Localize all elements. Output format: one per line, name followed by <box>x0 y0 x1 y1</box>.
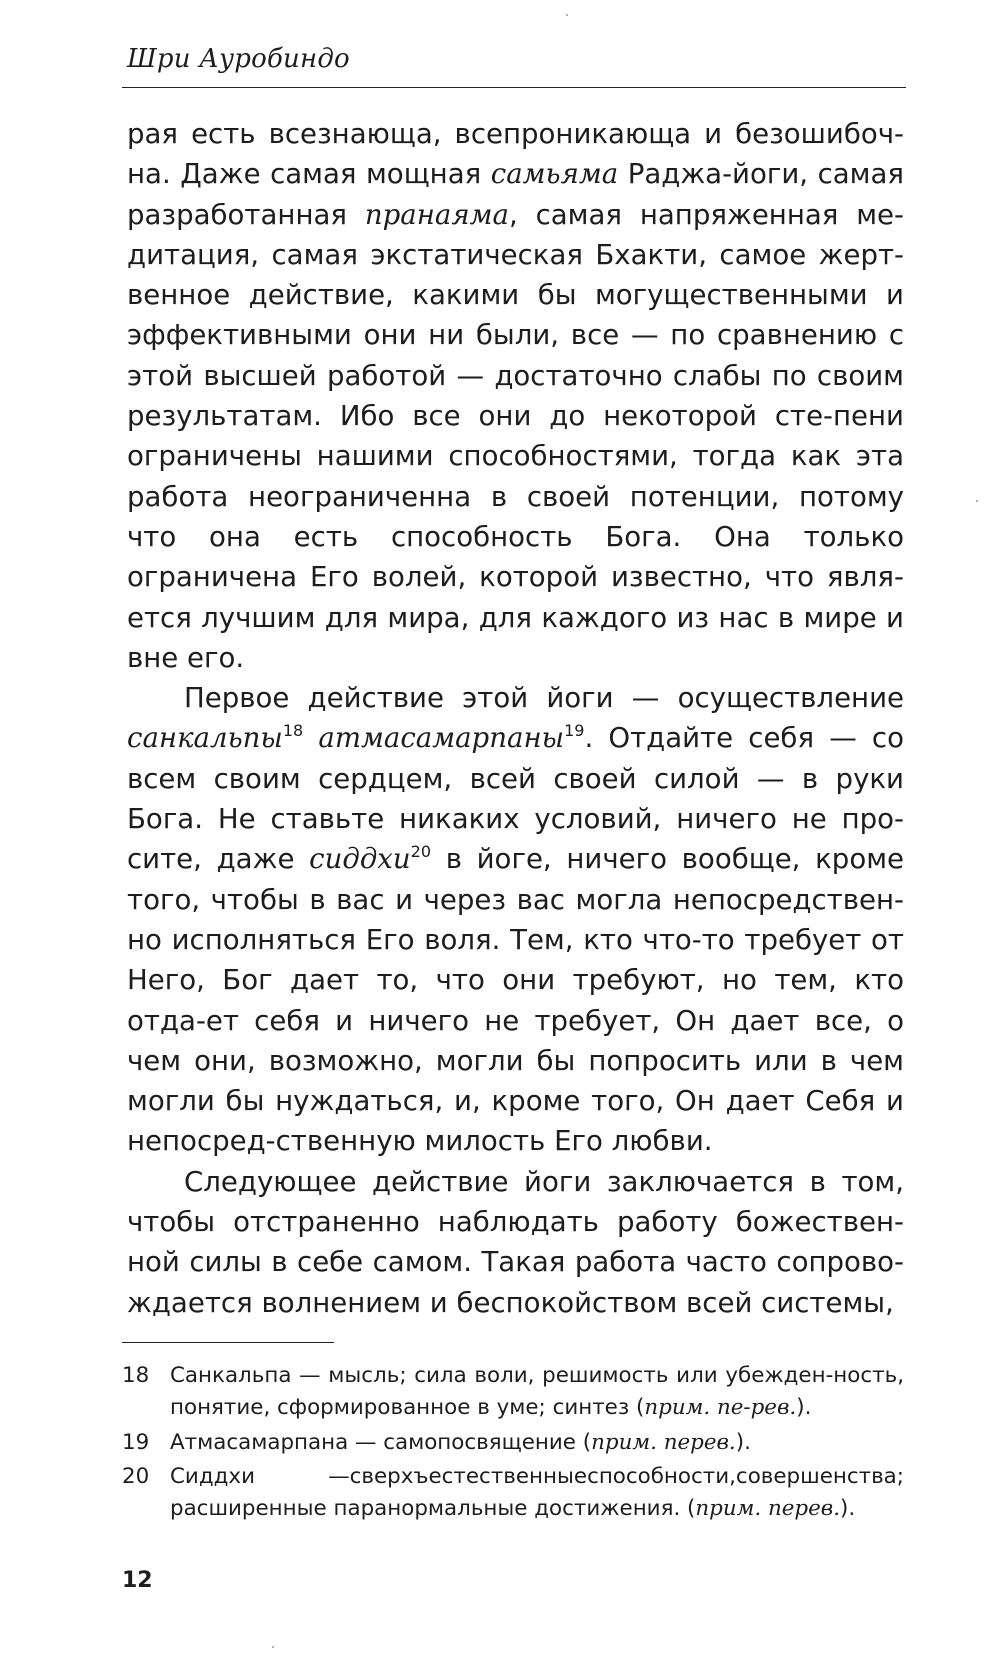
paper-speck <box>272 1646 274 1648</box>
italic-term: санкальпы <box>127 721 283 755</box>
main-text <box>127 114 904 1323</box>
footnote-18 <box>122 1360 904 1424</box>
page-number: 12 <box>122 1568 153 1593</box>
italic-term: пранаяма <box>364 197 509 231</box>
text-run: Раджа-йоги, самая разработанная <box>127 157 904 231</box>
text-run: в йоге, ничего вообще, кроме того, чтобы в вас и через вас могла непосредствен-но исполняться Его воля. Тем, кто что-то требует от Него, Бог дает то, что они требуют, но тем, кто отда-ет себя и ничего не требует, Он дает все, о чем они, возможно, могли бы попросить или в чем могли бы нуждаться, и, кроме того, Он дает Себя и непосред-ственную милость Его любви. <box>127 842 904 1158</box>
footnote-ref-18[interactable]: 18 <box>282 721 304 741</box>
footnote-20 <box>122 1461 904 1525</box>
footnote-number: 19 <box>122 1429 150 1455</box>
text-run: Первое действие этой йоги — осуществление <box>184 681 904 715</box>
text-run: Сиддхи —сверхъестественныеспособности,совершенства; расширенные паранормальные достижения. ( <box>170 1464 904 1522</box>
footnote-text <box>170 1360 904 1424</box>
text-run: ). <box>796 1394 812 1420</box>
text-run: Атмасамарпана — самопосвящение ( <box>170 1429 592 1455</box>
italic-term: атмасамарпаны <box>318 721 565 755</box>
paper-speck <box>566 14 568 16</box>
italic-term: самьяма <box>490 157 619 191</box>
text-run: ). <box>840 1496 856 1522</box>
header-rule <box>122 87 906 88</box>
note-abbrev: прим. перев. <box>695 1496 841 1522</box>
text-run: , самая напряженная ме-дитация, самая экстатическая Бхакти, самое жерт-венное действие, какими бы могущественными и эффективными они ни были, все — по сравнению с этой высшей работой — достаточно слабы по своим результатам. Ибо все они до некоторой сте-пени ограничены нашими способностями, тогда как эта работа неограниченна в своей потенции, потому что она есть способность Бога. Она только ограничена Его волей, которой известно, что явля-ется лучшим для мира, для каждого из нас в мире и вне его. <box>127 197 904 674</box>
footnote-text <box>170 1427 904 1459</box>
text-run: ). <box>735 1429 751 1455</box>
footnote-ref-19[interactable]: 19 <box>564 721 585 741</box>
paper-speck <box>976 500 978 502</box>
note-abbrev: прим. перев. <box>591 1429 736 1455</box>
paragraph-1 <box>127 114 904 678</box>
note-abbrev: прим. пе-рев. <box>644 1394 797 1420</box>
paragraph-3: Следующее действие йоги заключается в том, чтобы отстраненно наблюдать работу божествен-ной силы в себе самом. Такая работа часто сопрово-ждается волнением и беспокойством всей системы, <box>127 1164 904 1319</box>
paragraph-2 <box>127 678 904 1162</box>
text-run <box>303 721 318 754</box>
footnote-number: 18 <box>122 1363 150 1388</box>
footnote-number: 20 <box>122 1464 150 1490</box>
italic-term: сиддхи <box>309 842 411 876</box>
footnote-19 <box>122 1427 904 1459</box>
text-run: рая есть всезнающа, всепроникающа и безошибоч-на. Даже самая мощная <box>127 117 904 191</box>
running-head: Шри Ауробиндо <box>127 44 350 74</box>
text-run: . Отдайте себя — со всем своим сердцем, всей своей силой — в руки Бога. Не ставьте никаких условий, ничего не про-сите, даже <box>127 721 904 876</box>
text-run: Санкальпа — мысль; сила воли, решимость или убежден-ность, понятие, сформированное в уме; синтез ( <box>170 1363 904 1420</box>
footnotes <box>122 1360 904 1528</box>
footnote-text <box>170 1461 904 1525</box>
footnote-rule <box>122 1342 334 1343</box>
footnote-ref-20[interactable]: 20 <box>410 842 432 862</box>
